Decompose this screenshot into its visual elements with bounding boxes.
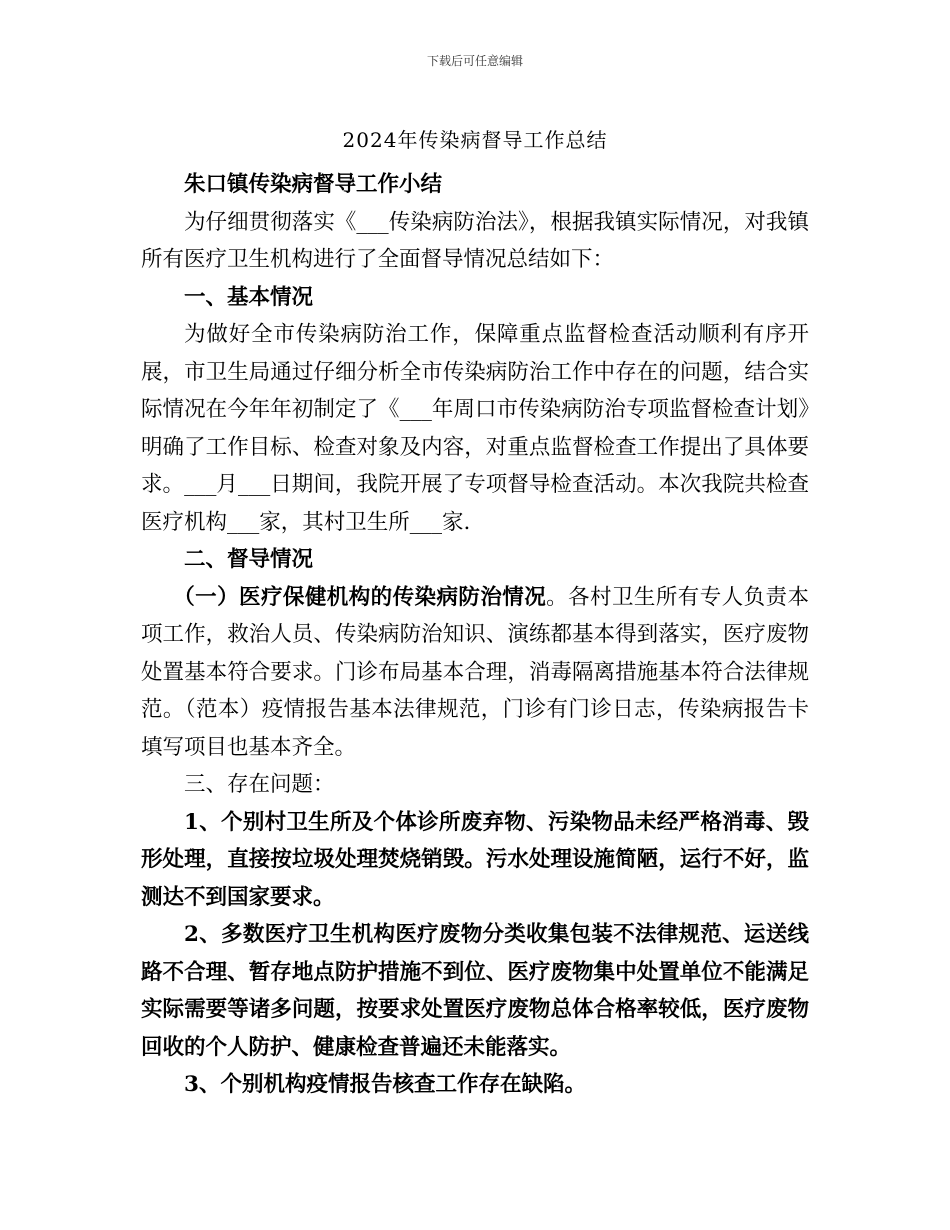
section-1-heading: 一、基本情况 [184, 284, 314, 310]
problem-item-2: 2、多数医疗卫生机构医疗废物分类收集包装不法律规范、运送线路不合理、暂存地点防护措施不到位、医疗废物集中处置单位不能满足实际需要等诸多问题，按要求处置医疗废物总体合格率较低，医疗废物回收的个人防护、健康检查普遍还未能落实。 [141, 922, 809, 1060]
section-2-lead: （一）医疗保健机构的传染病防治情况 [173, 584, 547, 610]
document-subtitle: 朱口镇传染病督导工作小结 [184, 172, 443, 197]
document-body [141, 166, 809, 1104]
section-1-body: 为做好全市传染病防治工作，保障重点监督检查活动顺利有序开展，市卫生局通过仔细分析全市传染病防治工作中存在的问题，结合实际情况在今年年初制定了《___年周口市传染病防治专项监督检查计划》明确了工作目标、检查对象及内容，对重点监督检查工作提出了具体要求。___月___日期间，我院开展了专项督导检查活动。本次我院共检查医疗机构___家，其村卫生所___家. [141, 322, 809, 535]
section-2-body: 。各村卫生所有专人负责本项工作，救治人员、传染病防治知识、演练都基本得到落实，医疗废物处置基本符合要求。门诊布局基本合理，消毒隔离措施基本符合法律规范。（范本）疫情报告基本法律规范，门诊有门诊日志，传染病报告卡填写项目也基本齐全。 [141, 584, 809, 760]
intro-paragraph: 为仔细贯彻落实《___传染病防治法》，根据我镇实际情况，对我镇所有医疗卫生机构进行了全面督导情况总结如下： [141, 209, 809, 272]
section-2-heading: 二、督导情况 [184, 547, 314, 572]
section-3-heading: 三、存在问题： [184, 772, 335, 797]
problem-item-3: 3、个别机构疫情报告核查工作存在缺陷。 [184, 1072, 586, 1097]
document-title: 2024年传染病督导工作总结 [342, 128, 608, 152]
page-header-note: 下载后可任意编辑 [426, 54, 523, 68]
problem-item-1: 1、个别村卫生所及个体诊所废弃物、污染物品未经严格消毒、毁形处理，直接按垃圾处理焚烧销毁。污水处理设施简陋，运行不好，监测达不到国家要求。 [141, 809, 809, 910]
section-2-paragraph [141, 579, 809, 767]
